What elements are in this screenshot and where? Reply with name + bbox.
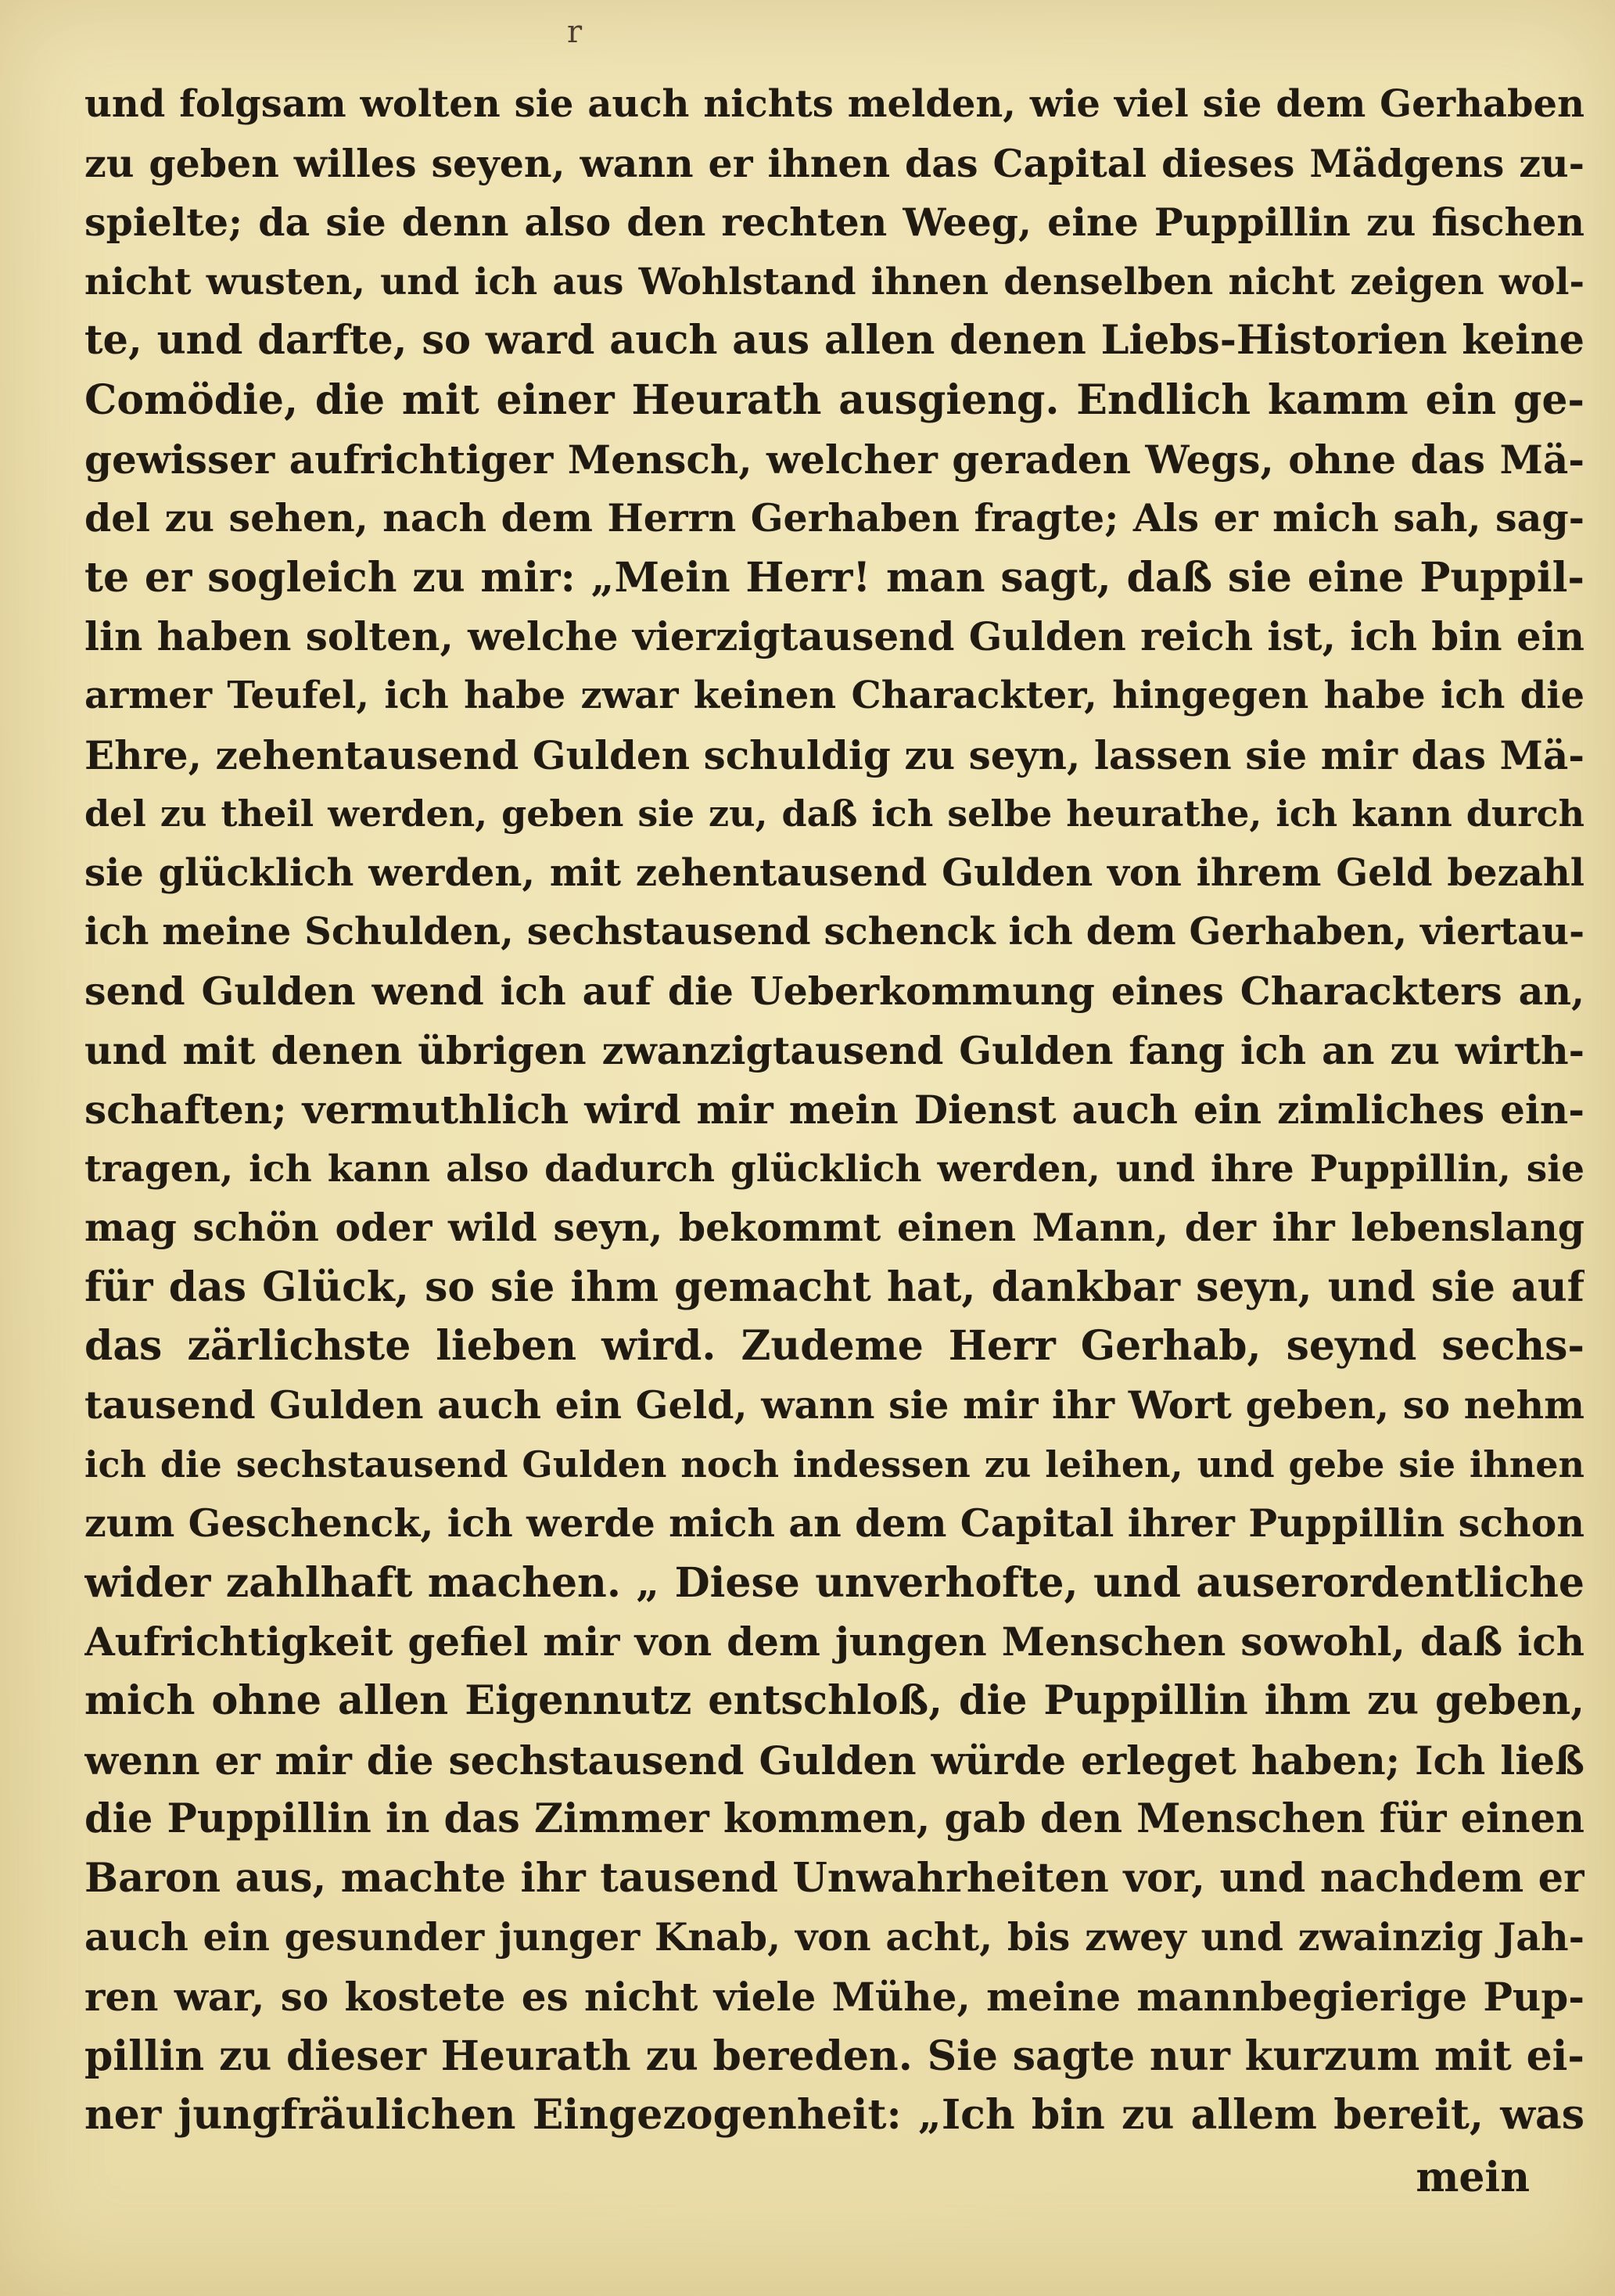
text-line: zu geben willes seyen, wann er ihnen das Capital dieses Mädgens zu-	[84, 140, 1584, 186]
text-line: ich meine Schulden, sechstausend schenck ich dem Gerhaben, viertau-	[84, 910, 1584, 954]
text-line: armer Teufel, ich habe zwar keinen Charackter, hingegen habe ich die	[84, 673, 1584, 717]
text-line: auch ein gesunder junger Knab, von acht, bis zwey und zwainzig Jah-	[84, 1914, 1584, 1960]
text-line: pillin zu dieser Heurath zu bereden. Sie sagte nur kurzum mit ei-	[84, 2032, 1584, 2080]
text-line: für das Glück, so sie ihm gemacht hat, dankbar seyn, und sie auf	[84, 1263, 1584, 1311]
text-line: wider zahlhaft machen. „ Diese unverhofte, und auserordentliche	[84, 1558, 1584, 1607]
text-line: lin haben solten, welche vierzigtausend Gulden reich ist, ich bin ein	[84, 613, 1584, 660]
text-line: Aufrichtigkeit gefiel mir von dem jungen Menschen sowohl, daß ich	[84, 1619, 1584, 1665]
text-line: wenn er mir die sechstausend Gulden würde erleget haben; Ich ließ	[84, 1737, 1584, 1784]
text-line: zum Geschenck, ich werde mich an dem Capital ihrer Puppillin schon	[84, 1500, 1584, 1547]
text-line: te er sogleich zu mir: „Mein Herr! man sagt, daß sie eine Puppil-	[84, 553, 1584, 602]
text-line: nicht wusten, und ich aus Wohlstand ihnen denselben nicht zeigen wol-	[84, 260, 1584, 304]
text-line: und folgsam wolten sie auch nichts melden, wie viel sie dem Gerhaben	[84, 82, 1584, 126]
catchword: mein	[1416, 2153, 1530, 2201]
text-line: ner jungfräulichen Eingezogenheit: „Ich bin zu allem bereit, was	[84, 2091, 1584, 2140]
text-line: Ehre, zehentausend Gulden schuldig zu seyn, lassen sie mir das Mä-	[84, 731, 1584, 778]
text-line: send Gulden wend ich auf die Ueberkommung eines Charackters an,	[84, 968, 1584, 1014]
text-line: ich die sechstausend Gulden noch indessen zu leihen, und gebe sie ihnen	[84, 1443, 1584, 1486]
text-line: spielte; da sie denn also den rechten Weeg, eine Puppillin zu fischen	[84, 199, 1584, 246]
text-line: del zu sehen, nach dem Herrn Gerhaben fragte; Als er mich sah, sag-	[84, 495, 1584, 541]
text-line: gewisser aufrichtiger Mensch, welcher geraden Wegs, ohne das Mä-	[84, 436, 1584, 483]
text-line: mich ohne allen Eigennutz entschloß, die Puppillin ihm zu geben,	[84, 1677, 1584, 1725]
text-line: te, und darfte, so ward auch aus allen denen Liebs-Historien keine	[84, 317, 1584, 365]
text-line: und mit denen übrigen zwanzigtausend Gulden fang ich an zu wirth-	[84, 1027, 1584, 1073]
text-line: sie glücklich werden, mit zehentausend Gulden von ihrem Geld bezahl	[84, 850, 1584, 895]
text-line: tausend Gulden auch ein Geld, wann sie mir ihr Wort geben, so nehm	[84, 1382, 1584, 1428]
text-line: schaften; vermuthlich wird mir mein Dienst auch ein zimliches ein-	[84, 1087, 1584, 1134]
text-line: Baron aus, machte ihr tausend Unwahrheiten vor, und nachdem er	[84, 1854, 1584, 1902]
text-line: tragen, ich kann also dadurch glücklich werden, und ihre Puppillin, sie	[84, 1147, 1584, 1191]
text-line: Comödie, die mit einer Heurath ausgieng. Endlich kamm ein ge-	[84, 375, 1584, 424]
body-text	[84, 75, 1584, 2207]
text-line: mag schön oder wild seyn, bekommt einen Mann, der ihr lebenslang	[84, 1205, 1584, 1251]
text-line: das zärlichste lieben wird. Zudeme Herr Gerhab, seynd sechs-	[84, 1322, 1584, 1371]
text-line: del zu theil werden, geben sie zu, daß ich selbe heurathe, ich kann durch	[84, 792, 1584, 835]
text-line: die Puppillin in das Zimmer kommen, gab den Menschen für einen	[84, 1795, 1584, 1843]
text-line: ren war, so kostete es nicht viele Mühe, meine mannbegierige Pup-	[84, 1974, 1584, 2020]
page-top-mark: r	[567, 14, 583, 50]
